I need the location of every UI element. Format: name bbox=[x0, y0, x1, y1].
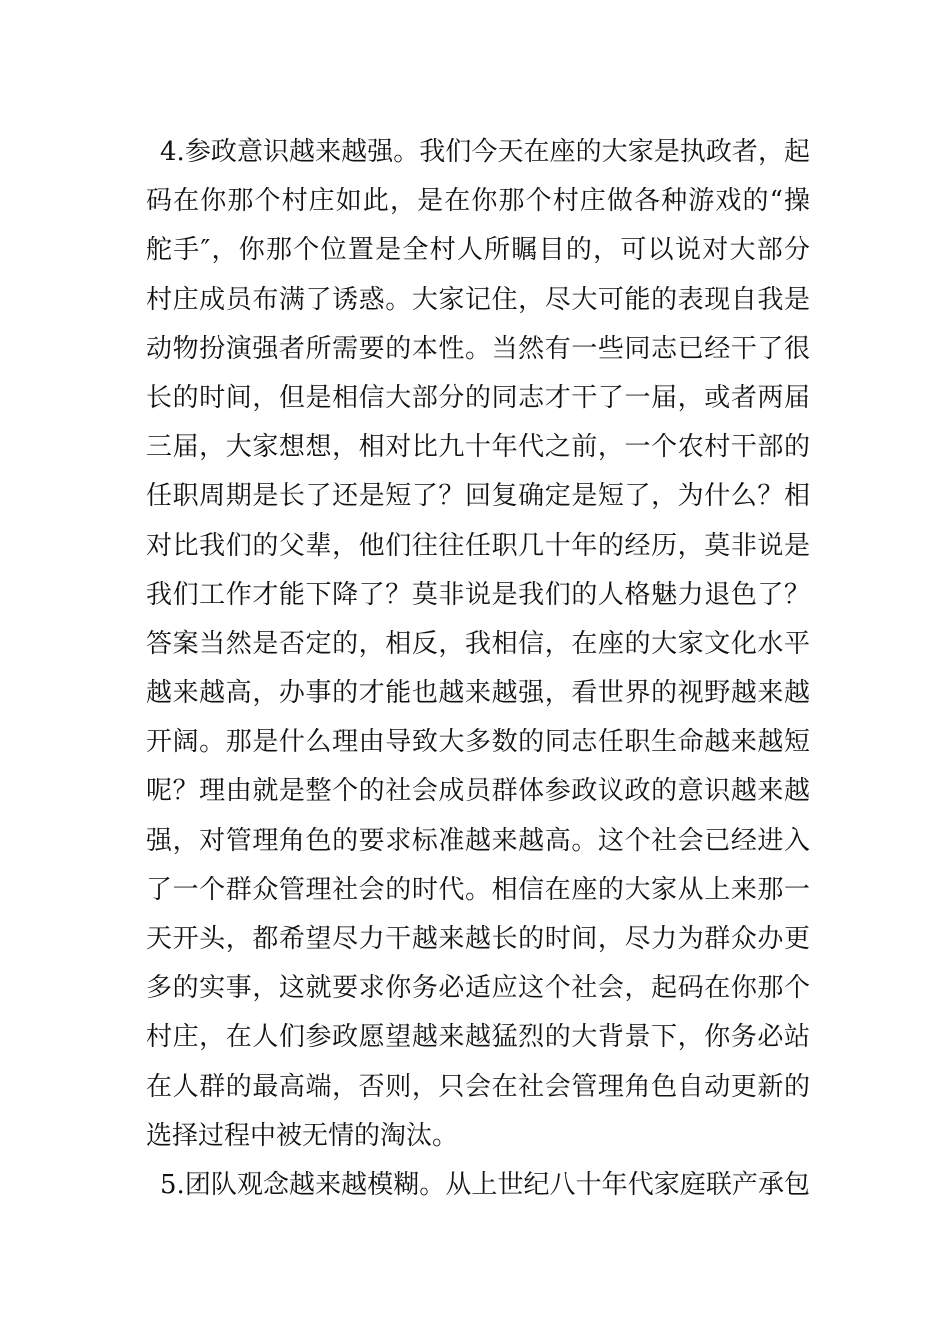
paragraph-4-line: 答案当然是否定的，相反，我相信，在座的大家文化水平 bbox=[146, 628, 810, 659]
paragraph-4-line: 任职周期是长了还是短了？回复确定是短了，为什么？相 bbox=[146, 481, 810, 512]
paragraph-4-line: 三届，大家想想，相对比九十年代之前，一个农村干部的 bbox=[146, 432, 810, 463]
paragraph-4-line: 对比我们的父辈，他们往往任职几十年的经历，莫非说是 bbox=[146, 530, 810, 561]
paragraph-4-line: 码在你那个村庄如此，是在你那个村庄做各种游戏的“操 bbox=[146, 186, 810, 217]
paragraph-4-line: 越来越高，办事的才能也越来越强，看世界的视野越来越 bbox=[146, 678, 810, 709]
paragraph-4-line: 天开头，都希望尽力干越来越长的时间，尽力为群众办更 bbox=[146, 924, 810, 954]
paragraph-4-line: 多的实事，这就要求你务必适应这个社会，起码在你那个 bbox=[146, 973, 810, 1004]
paragraph-5-line: 5.团队观念越来越模糊。从上世纪八十年代家庭联产承包 bbox=[160, 1169, 810, 1200]
body-text bbox=[146, 128, 810, 1210]
paragraph-4-line: 村庄，在人们参政愿望越来越猛烈的大背景下，你务必站 bbox=[146, 1022, 810, 1053]
paragraph-4-line: 动物扮演强者所需要的本性。当然有一些同志已经干了很 bbox=[146, 333, 810, 364]
paragraph-4-line: 村庄成员布满了诱惑。大家记住，尽大可能的表现自我是 bbox=[146, 284, 810, 315]
paragraph-4-line: 选择过程中被无情的淘汰。 bbox=[146, 1120, 459, 1151]
paragraph-4-line: 我们工作才能下降了？莫非说是我们的人格魅力退色了？ bbox=[146, 579, 810, 610]
paragraph-4-line: 长的时间，但是相信大部分的同志才干了一届，或者两届 bbox=[146, 382, 810, 413]
paragraph-4-line: 在人群的最高端，否则，只会在社会管理角色自动更新的 bbox=[146, 1071, 810, 1102]
paragraph-4-line: 强，对管理角色的要求标准越来越高。这个社会已经进入 bbox=[146, 825, 810, 856]
paragraph-4-line: 4.参政意识越来越强。我们今天在座的大家是执政者，起 bbox=[160, 137, 810, 167]
paragraph-4-line: 了一个群众管理社会的时代。相信在座的大家从上来那一 bbox=[146, 874, 810, 905]
paragraph-4-line: 呢？理由就是整个的社会成员群体参政议政的意识越来越 bbox=[146, 776, 810, 807]
paragraph-4-line: 开阔。那是什么理由导致大多数的同志任职生命越来越短 bbox=[146, 727, 810, 758]
paragraph-4-line: 舵手″，你那个位置是全村人所瞩目的，可以说对大部分 bbox=[146, 235, 810, 266]
